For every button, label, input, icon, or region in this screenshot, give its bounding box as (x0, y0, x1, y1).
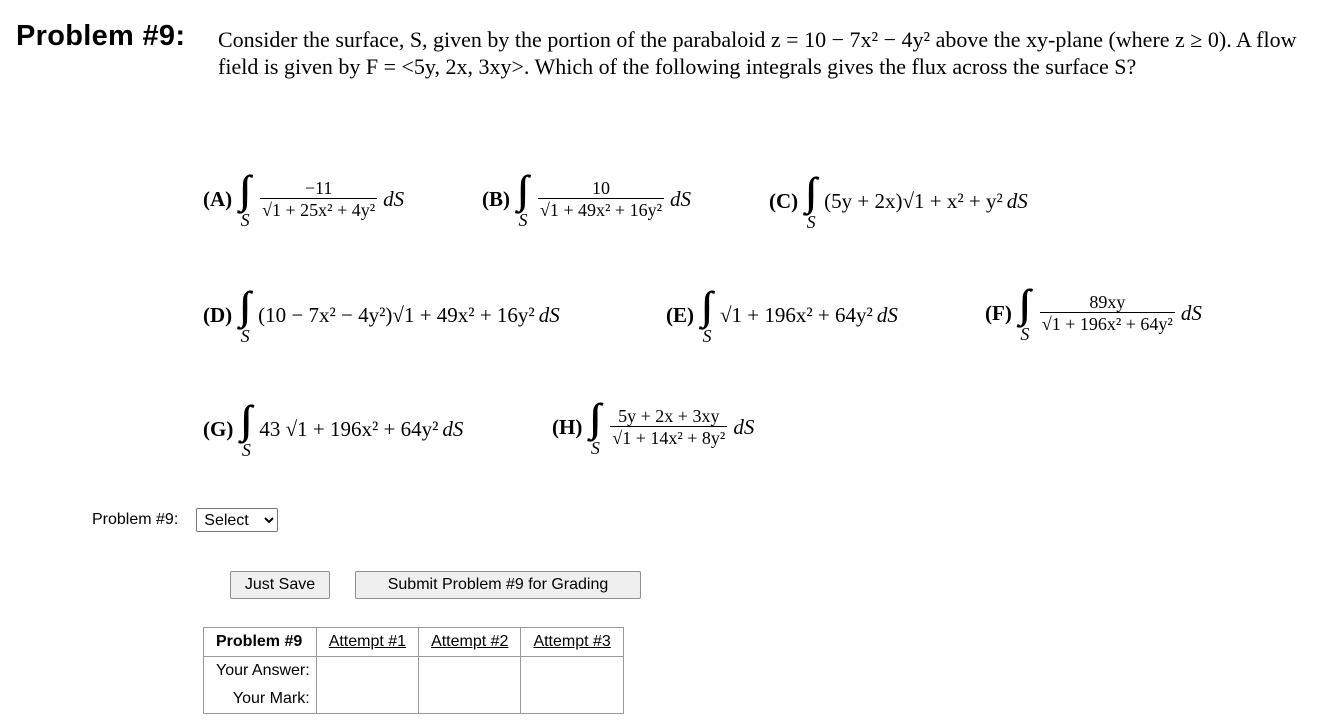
problem-title: Problem #9: (16, 20, 186, 52)
your-answer-label: Your Answer: (204, 657, 317, 686)
option-d-expression: (10 − 7x² − 4y²)√1 + 49x² + 16y² (258, 302, 535, 327)
option-d-label: (D) (203, 302, 233, 327)
double-integral: S (240, 326, 250, 346)
attempts-table-header: Problem #9 (204, 628, 317, 657)
answer-row (92, 508, 278, 532)
option-f-label: (F) (985, 300, 1012, 325)
attempt-2-answer (419, 657, 521, 686)
attempt-1-answer (316, 657, 418, 686)
option-d (203, 286, 560, 344)
option-e (666, 286, 898, 344)
option-g-expression: 43 √1 + 196x² + 64y² (259, 416, 439, 441)
option-b-label: (B) (482, 186, 510, 211)
option-c-label: (C) (769, 188, 799, 213)
attempt-2-link[interactable]: Attempt #2 (431, 633, 509, 650)
option-c-expression: (5y + 2x)√1 + x² + y² (824, 188, 1003, 213)
double-integral: S (240, 210, 250, 230)
attempt-1-mark (316, 685, 418, 714)
double-integral: S (241, 440, 251, 460)
option-a-label: (A) (203, 186, 233, 211)
double-integral: S (590, 438, 600, 458)
problem-statement: Consider the surface, S, given by the portion of the parabaloid z = 10 − 7x² − 4y² above the xy-plane (where z ≥ 0). A flow field is given by F = <5y, 2x, 3xy>. Which of the following integrals gives the flux across the surface S? (218, 27, 1297, 79)
double-integral: S (1020, 324, 1030, 344)
option-g-label: (G) (203, 416, 234, 441)
option-f-numerator: 89xy (1089, 292, 1126, 312)
option-b-numerator: 10 (591, 178, 610, 198)
attempt-3-answer (521, 657, 623, 686)
option-f-fraction (1040, 292, 1175, 334)
attempt-3-mark (521, 685, 623, 714)
option-e-label: (E) (666, 302, 694, 327)
attempt-2-mark (419, 685, 521, 714)
ds: dS (876, 302, 898, 327)
option-c (769, 172, 1028, 230)
ds: dS (733, 414, 755, 439)
submit-button[interactable]: Submit Problem #9 for Grading (355, 571, 641, 599)
double-integral: S (806, 212, 816, 232)
double-integral: S (702, 326, 712, 346)
ds: dS (383, 186, 405, 211)
option-b-denominator: √1 + 49x² + 16y² (540, 200, 662, 220)
your-mark-label: Your Mark: (204, 685, 317, 714)
option-a-denominator: √1 + 25x² + 4y² (262, 200, 376, 220)
option-a (203, 170, 404, 228)
option-h-label: (H) (552, 414, 583, 439)
option-h-fraction (610, 406, 727, 448)
ds: dS (442, 416, 464, 441)
option-f-denominator: √1 + 196x² + 64y² (1041, 314, 1173, 334)
ds: dS (669, 186, 691, 211)
option-g (203, 400, 463, 458)
option-h-denominator: √1 + 14x² + 8y² (612, 428, 726, 448)
option-h (552, 398, 754, 456)
ds: dS (1180, 300, 1202, 325)
option-f (985, 284, 1202, 342)
answer-select[interactable] (196, 508, 278, 532)
attempt-3-link[interactable]: Attempt #3 (533, 633, 611, 650)
option-h-numerator: 5y + 2x + 3xy (618, 406, 720, 426)
just-save-button[interactable]: Just Save (230, 571, 330, 599)
ds: dS (538, 302, 560, 327)
answer-label: Problem #9: (92, 511, 179, 528)
option-b (482, 170, 691, 228)
option-e-expression: √1 + 196x² + 64y² (720, 302, 873, 327)
attempt-1-link[interactable]: Attempt #1 (328, 633, 407, 650)
double-integral: S (518, 210, 528, 230)
option-a-numerator: −11 (304, 178, 333, 198)
ds: dS (1006, 188, 1028, 213)
option-a-fraction (260, 178, 377, 220)
attempts-table (203, 627, 624, 714)
option-b-fraction (538, 178, 664, 220)
